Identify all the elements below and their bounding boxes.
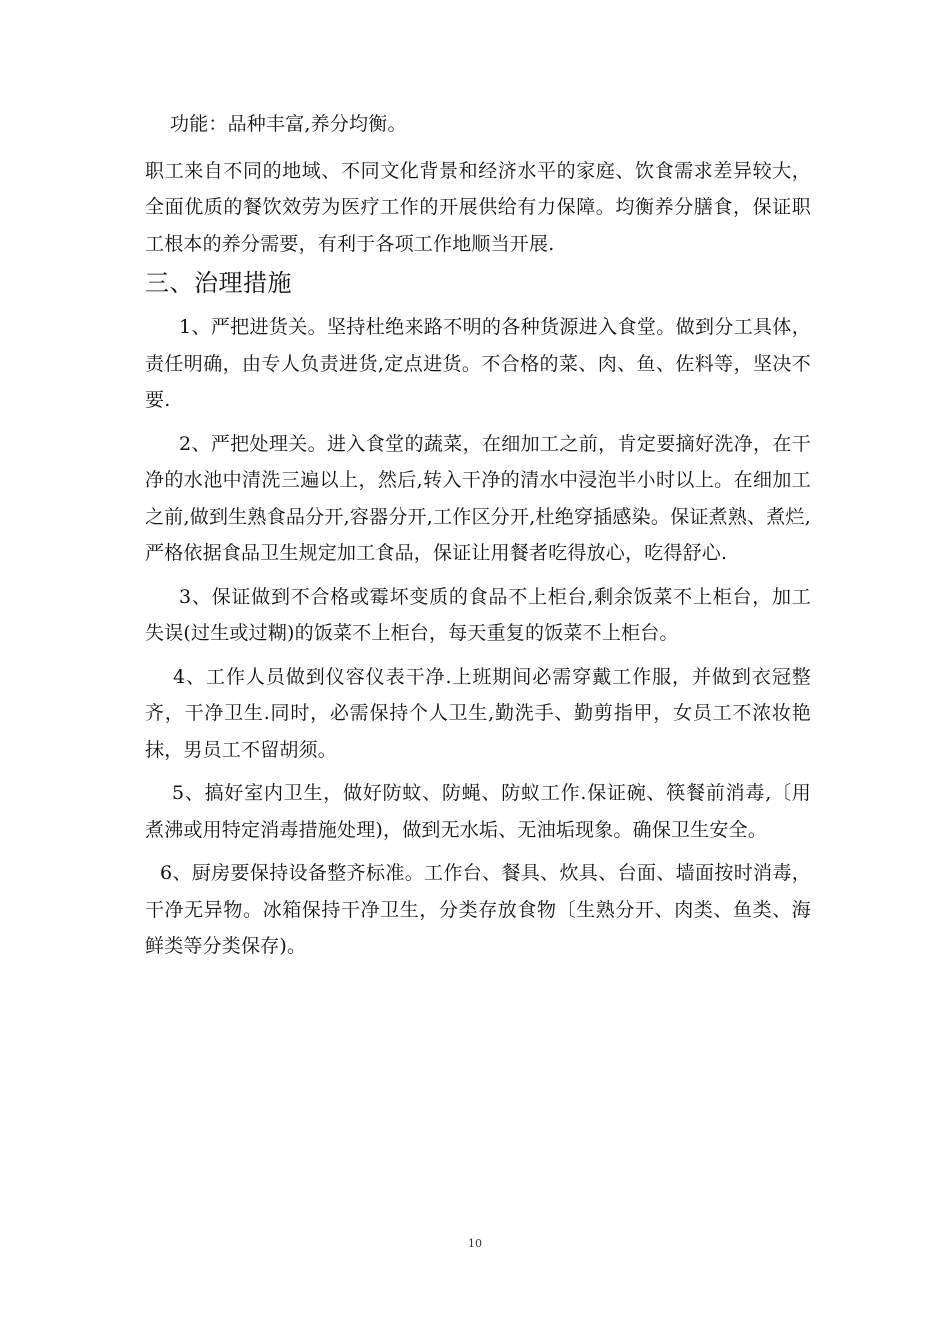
section-heading: 三、治理措施 [145,269,292,297]
intro-paragraph: 职工来自不同的地域、不同文化背景和经济水平的家庭、饮食需求差异较大，全面优质的餐饮效劳为医疗工作的开展供给有力保障。均衡养分膳食，保证职工根本的养分需要，有利于各项工作地顺当开展. [145,159,811,255]
measure-paragraph-4: 4、工作人员做到仪容仪表干净.上班期间必需穿戴工作服，并做到衣冠整齐，干净卫生.同时，必需保持个人卫生,勤洗手、勤剪指甲，女员工不浓妆艳抹，男员工不留胡须。 [145,665,811,761]
measure-paragraph-1: 1、严把进货关。坚持杜绝来路不明的各种货源进入食堂。做到分工具体，责任明确，由专人负责进货,定点进货。不合格的菜、肉、鱼、佐料等，坚决不要. [145,316,811,411]
document-body [145,106,811,972]
measure-paragraph-5: 5、搞好室内卫生，做好防蚊、防蝇、防蚁工作.保证碗、筷餐前消毒,〔用煮沸或用特定消毒措施处理)，做到无水垢、无油垢现象。确保卫生安全。 [145,782,811,841]
page-number: 10 [468,1237,482,1250]
measure-paragraph-6: 6、厨房要保持设备整齐标准。工作台、餐具、炊具、台面、墙面按时消毒，干净无异物。冰箱保持干净卫生，分类存放食物〔生熟分开、肉类、鱼类、海鲜类等分类保存)。 [145,862,811,957]
measure-paragraph-2: 2、严把处理关。进入食堂的蔬菜，在细加工之前，肯定要摘好洗净，在干净的水池中清洗三遍以上，然后,转入干净的清水中浸泡半小时以上。在细加工之前,做到生熟食品分开,容器分开,工作区分开,杜绝穿插感染。保证煮熟、煮烂,严格依据食品卫生规定加工食品，保证让用餐者吃得放心，吃得舒心. [145,432,811,564]
measure-paragraph-3: 3、保证做到不合格或霉坏变质的食品不上柜台,剩余饭菜不上柜台，加工失误(过生或过糊)的饭菜不上柜台，每天重复的饭菜不上柜台。 [145,585,811,644]
function-line: 功能：品种丰富,养分均衡。 [170,113,407,135]
